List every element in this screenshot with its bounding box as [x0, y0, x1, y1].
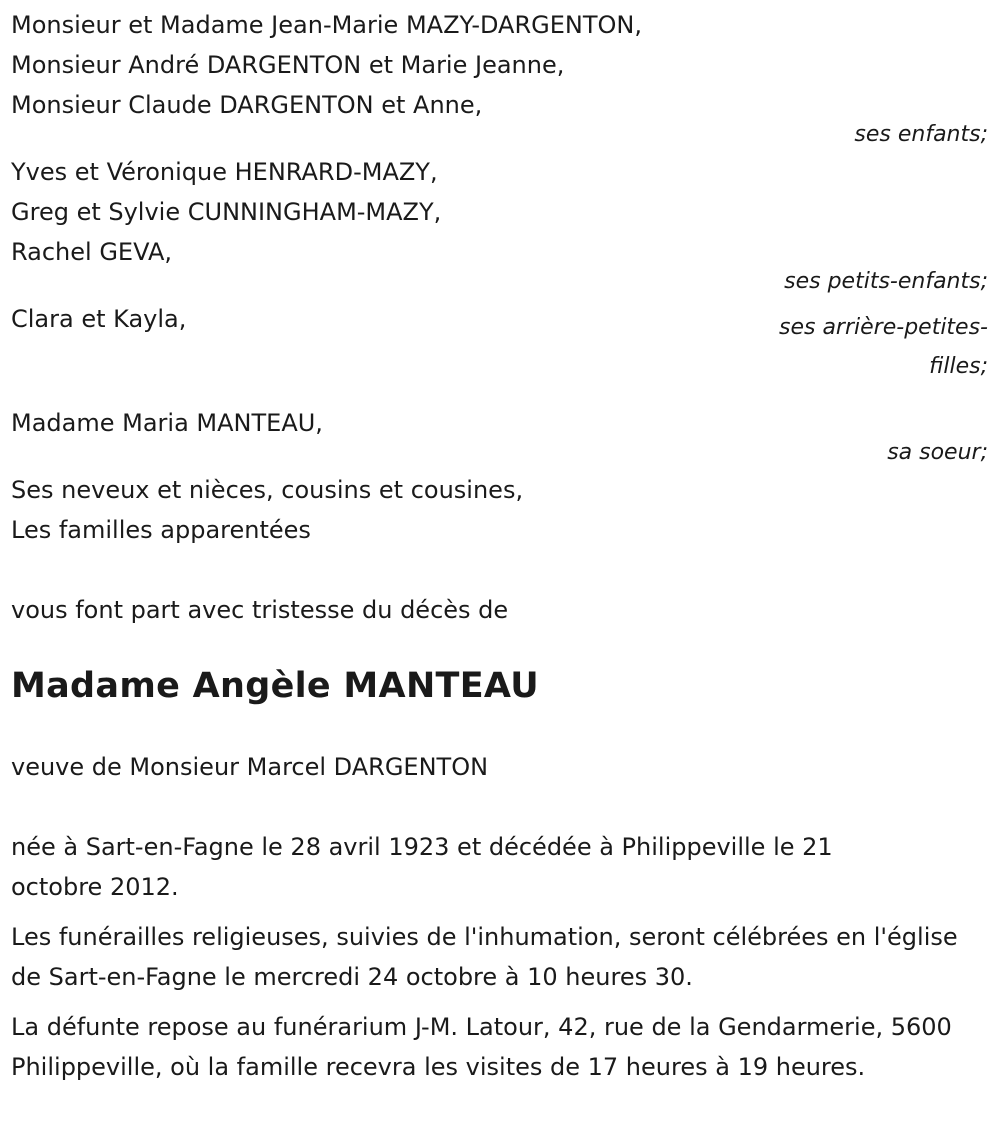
great-grandchildren-group — [11, 299, 990, 403]
children-group — [11, 0, 990, 150]
family-line: Monsieur André DARGENTON et Marie Jeanne, — [11, 51, 565, 79]
family-line: Rachel GEVA, — [11, 238, 173, 266]
funeral-text: Les funérailles religieuses, suivies de l'inhumation, seront célébrées en l'église de Sart-en-Fagne le mercredi 24 octobre à 10 heures 30. — [11, 923, 958, 991]
visitation-text: La défunte repose au funérarium J-M. Latour, 42, rue de la Gendarmerie, 5600 Philippeville, où la famille recevra les visites de 17 heures à 19 heures. — [11, 1013, 952, 1081]
announcement-text: vous font part avec tristesse du décès de — [11, 596, 509, 624]
relation-label-line: ses arrière-petites- — [779, 315, 988, 340]
sister-group — [11, 403, 990, 468]
grandchildren-group — [11, 152, 990, 297]
relation-label: ses petits-enfants; — [784, 269, 988, 294]
relation-label: ses enfants; — [854, 122, 988, 147]
family-line: Ses neveux et nièces, cousins et cousines, — [11, 476, 524, 504]
family-line: Monsieur et Madame Jean-Marie MAZY-DARGENTON, — [11, 11, 642, 39]
family-line: Monsieur Claude DARGENTON et Anne, — [11, 91, 483, 119]
deceased-name: Madame Angèle MANTEAU — [11, 666, 539, 706]
widow-of-text: veuve de Monsieur Marcel DARGENTON — [11, 753, 489, 781]
relation-label: sa soeur; — [887, 440, 988, 465]
family-line: Les familles apparentées — [11, 516, 311, 544]
birth-death-text: née à Sart-en-Fagne le 28 avril 1923 et décédée à Philippeville le 21 octobre 2012. — [11, 833, 833, 901]
family-line: Madame Maria MANTEAU, — [11, 409, 323, 437]
family-line: Clara et Kayla, — [11, 305, 187, 333]
family-line: Greg et Sylvie CUNNINGHAM-MAZY, — [11, 198, 442, 226]
relation-label — [743, 311, 988, 383]
family-line: Yves et Véronique HENRARD-MAZY, — [11, 158, 438, 186]
relation-label-line: filles; — [929, 354, 988, 379]
relatives-group — [11, 470, 990, 550]
